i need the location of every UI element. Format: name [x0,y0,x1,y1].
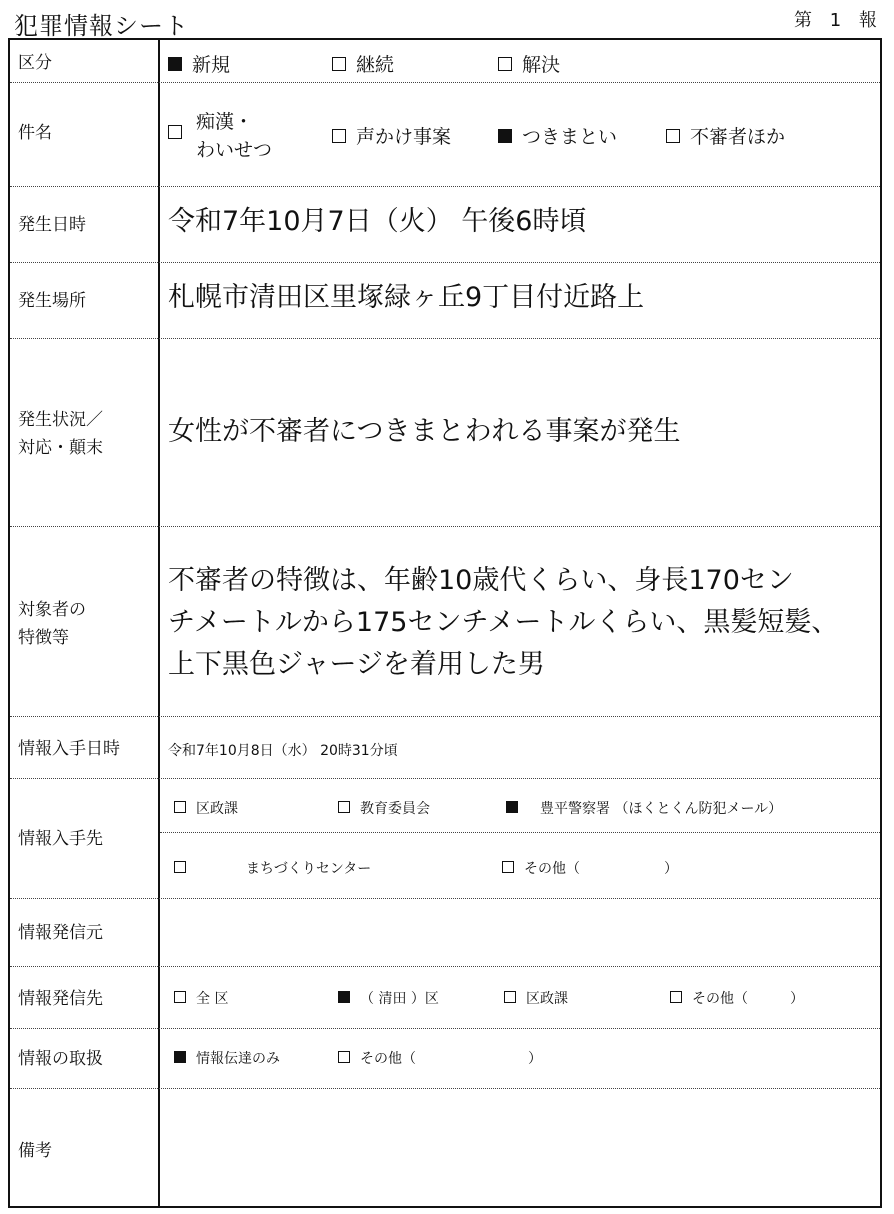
checkbox-empty-icon [168,125,182,139]
checkbox-checked-icon [174,1051,186,1063]
checkbox-empty-icon [502,861,514,873]
option-source-ward-office[interactable]: 区政課 [174,798,238,818]
label-received-at: 情報入手日時 [18,739,120,759]
value-place: 札幌市清田区里塚緑ヶ丘9丁目付近路上 [168,282,645,313]
checkbox-empty-icon [338,801,350,813]
option-dest-ward[interactable]: （ 清田 ）区 [338,988,439,1008]
row-case-type [10,82,880,187]
label-remarks: 備考 [18,1141,52,1161]
row-handling [10,1028,880,1089]
label-origin: 情報発信元 [18,923,103,943]
option-new[interactable]: 新規 [168,50,230,77]
label-place: 発生場所 [18,291,86,311]
checkbox-checked-icon [338,991,350,1003]
label-handling: 情報の取扱 [18,1049,103,1069]
checkbox-checked-icon [168,57,182,71]
checkbox-checked-icon [506,801,518,813]
label-category: 区分 [18,53,52,73]
label-source: 情報入手先 [18,829,103,849]
option-source-community-center[interactable]: まちづくりセンター [174,858,371,878]
option-dest-other[interactable]: その他（ ） [670,988,804,1008]
label-situation: 発生状況／ 対応・顛末 [18,410,103,458]
row-origin [10,898,880,967]
option-molestation-label: 痴漢・ わいせつ [196,111,273,161]
label-suspect: 対象者の 特徴等 [18,600,86,648]
checkbox-empty-icon [338,1051,350,1063]
suspect-line-1: 不審者の特徴は、年齢10歳代くらい、身長170セン [168,565,794,596]
inner-divider [160,832,880,833]
row-received-at [10,716,880,779]
row-suspect [10,526,880,717]
checkbox-empty-icon [670,991,682,1003]
value-received-at: 令和7年10月8日（水） 20時31分頃 [168,743,398,759]
suspect-line-3: 上下黒色ジャージを着用した男 [168,649,545,680]
row-category [10,40,880,83]
option-source-police[interactable]: 豊平警察署 （ほくとくん防犯メール） [506,798,782,818]
checkbox-empty-icon [332,129,346,143]
checkbox-checked-icon [498,129,512,143]
suspect-line-2: チメートルから175センチメートルくらい、黒髪短髪、 [168,607,839,638]
label-destination: 情報発信先 [18,989,103,1009]
checkbox-empty-icon [174,801,186,813]
checkbox-empty-icon [504,991,516,1003]
option-suspicious-person[interactable]: 不審者ほか [666,122,785,149]
row-source [10,778,880,899]
checkbox-empty-icon [498,57,512,71]
checkbox-empty-icon [666,129,680,143]
option-continue[interactable]: 継続 [332,50,394,77]
option-verbal-approach[interactable]: 声かけ事案 [332,122,451,149]
value-datetime: 令和7年10月7日（火） 午後6時頃 [168,206,587,237]
option-dest-ward-office[interactable]: 区政課 [504,988,568,1008]
option-handling-other[interactable]: その他（ ） [338,1048,542,1068]
option-dest-all-wards[interactable]: 全 区 [174,988,228,1008]
value-suspect [168,560,838,686]
checkbox-empty-icon [174,991,186,1003]
checkbox-empty-icon [332,57,346,71]
value-situation: 女性が不審者につきまとわれる事案が発生 [168,416,681,447]
row-destination [10,966,880,1029]
report-number: 第 1 報 [794,10,883,31]
label-case-type: 件名 [18,123,52,143]
option-stalking[interactable]: つきまとい [498,122,617,149]
label-datetime: 発生日時 [18,215,86,235]
row-situation [10,338,880,527]
row-place [10,262,880,339]
checkbox-empty-icon [174,861,186,873]
document-title: 犯罪情報シート [14,12,189,40]
option-resolved[interactable]: 解決 [498,50,560,77]
option-molestation[interactable] [168,122,192,144]
option-handling-transmit-only[interactable]: 情報伝達のみ [174,1048,280,1068]
form-table [8,38,882,1208]
option-source-education-board[interactable]: 教育委員会 [338,798,430,818]
row-datetime [10,186,880,263]
row-remarks [10,1088,880,1206]
option-source-other[interactable]: その他（ ） [502,858,678,878]
